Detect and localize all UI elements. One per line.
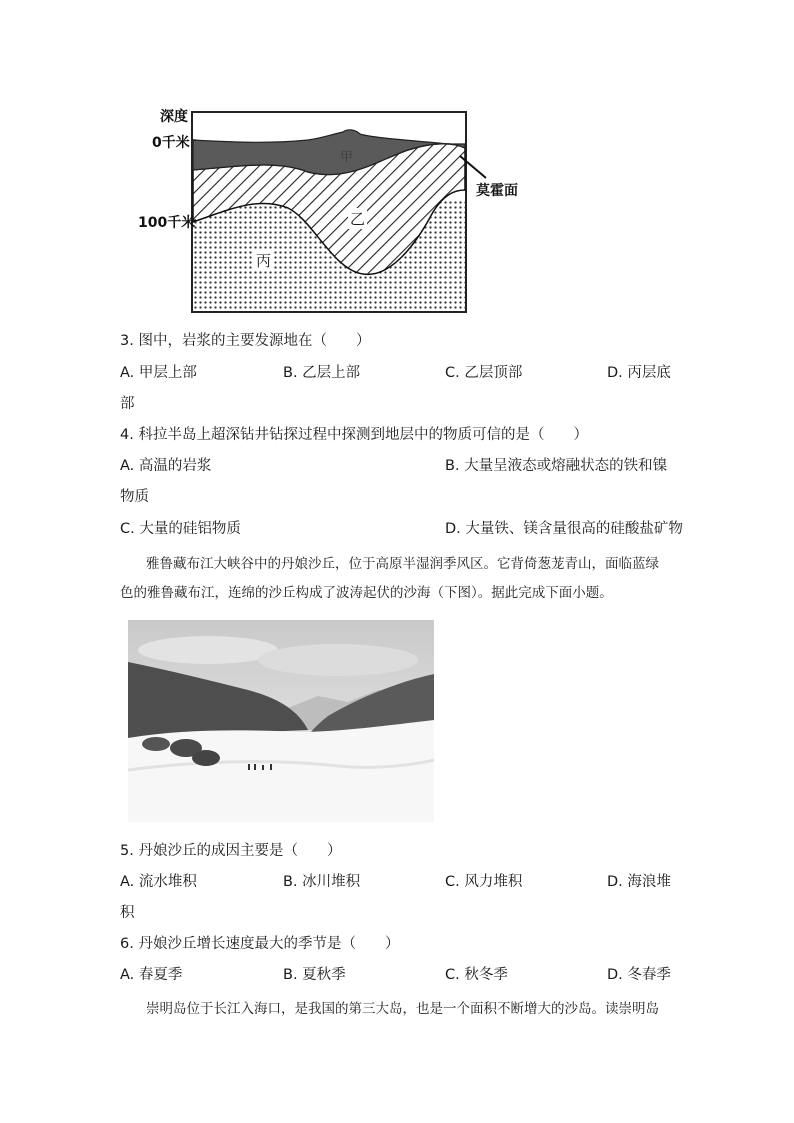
q6-option-b[interactable]: B. 夏秋季	[283, 967, 346, 983]
q5-option-b[interactable]: B. 冰川堆积	[283, 874, 361, 890]
q3-option-d[interactable]: D. 丙层底	[607, 365, 671, 381]
q5-option-d[interactable]: D. 海浪堆	[607, 874, 671, 890]
earth-layers-diagram	[108, 100, 528, 320]
dune-photo	[128, 620, 434, 822]
q5-option-d-continued: 积	[120, 905, 135, 921]
layer-c-label: 丙	[256, 252, 272, 270]
q5-option-c[interactable]: C. 风力堆积	[445, 874, 523, 890]
q3-option-c[interactable]: C. 乙层顶部	[445, 365, 523, 381]
dune-photo-svg	[128, 620, 434, 822]
q3-option-a[interactable]: A. 甲层上部	[120, 365, 197, 381]
q4-option-c[interactable]: C. 大量的硅铝物质	[120, 521, 241, 537]
q6-option-c[interactable]: C. 秋冬季	[445, 967, 508, 983]
passage1-line1: 雅鲁藏布江大峡谷中的丹娘沙丘，位于高原半湿润季风区。它背倚葱茏青山，面临蓝绿	[146, 556, 659, 572]
q3-option-b[interactable]: B. 乙层上部	[283, 365, 361, 381]
layer-a-label: 甲	[340, 150, 354, 165]
tick-100-label: 100千米	[138, 215, 196, 231]
q4-option-a[interactable]: A. 高温的岩浆	[120, 458, 212, 474]
q5-stem: 5. 丹娘沙丘的成因主要是（ ）	[120, 843, 342, 859]
passage1-line2: 色的雅鲁藏布江，连绵的沙丘构成了波涛起伏的沙海（下图）。据此完成下面小题。	[120, 585, 613, 601]
q3-stem: 3. 图中，岩浆的主要发源地在（ ）	[120, 333, 371, 349]
layer-b-label: 乙	[350, 210, 366, 228]
q5-option-a[interactable]: A. 流水堆积	[120, 874, 197, 890]
q6-option-d[interactable]: D. 冬春季	[607, 967, 671, 983]
q4-option-b[interactable]: B. 大量呈液态或熔融状态的铁和镍	[445, 458, 668, 474]
passage2-line1: 崇明岛位于长江入海口，是我国的第三大岛，也是一个面积不断增大的沙岛。读崇明岛	[146, 1001, 659, 1017]
q3-option-d-continued: 部	[120, 396, 135, 412]
depth-label: 深度	[160, 109, 188, 125]
q4-option-d[interactable]: D. 大量铁、镁含量很高的硅酸盐矿物	[445, 521, 683, 537]
moho-label: 莫霍面	[476, 183, 518, 199]
q6-stem: 6. 丹娘沙丘增长速度最大的季节是（ ）	[120, 936, 400, 952]
q4-stem: 4. 科拉半岛上超深钻井钻探过程中探测到地层中的物质可信的是（ ）	[120, 427, 588, 443]
q6-option-a[interactable]: A. 春夏季	[120, 967, 183, 983]
tick-0-label: 0千米	[152, 135, 190, 151]
q4-option-b-continued: 物质	[120, 489, 149, 505]
